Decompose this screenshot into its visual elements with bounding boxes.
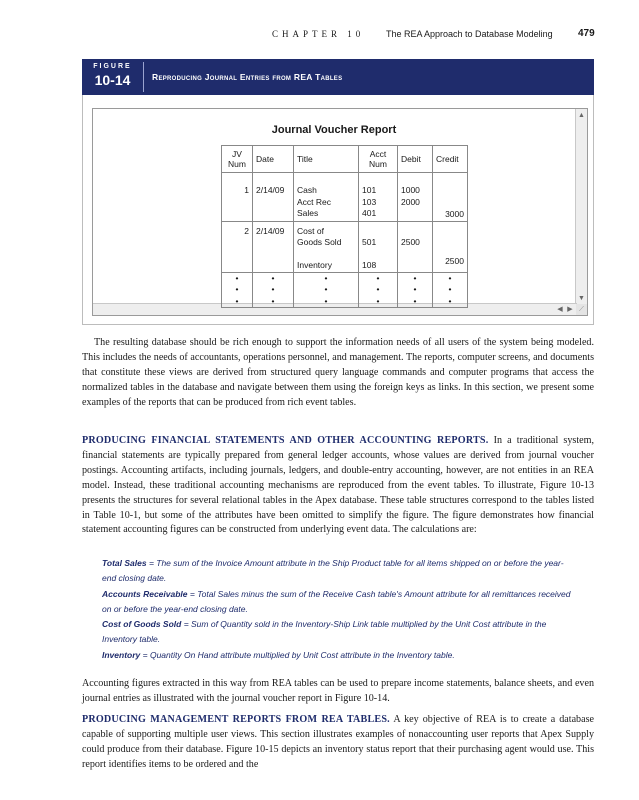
ellipsis-cell: • • • [222,272,253,308]
scroll-right-icon[interactable]: ▶ [567,305,573,313]
jv-date: 2/14/09 [253,173,294,222]
paragraph-figures: Accounting figures extracted in this way from REA tables can be used to prepare income statements, balance sheets, and even journal entries as illustrated with the journal voucher report in Figure 10-14. [82,678,594,704]
col-title: Title [294,146,359,173]
list-item: Accounts Receivable = Total Sales minus the sum of the Receive Cash table's Amount attribute for all remittances received on or before the year-end closing date. [102,588,571,614]
jv-accts: 101 103 401 [359,173,398,222]
table-row [222,272,468,308]
ellipsis-cell: • • • [433,272,468,308]
jv-debits: 2500 [398,221,433,272]
report-title: Journal Voucher Report [271,124,397,136]
figure-label [86,62,139,93]
chapter-title: The REA Approach to Database Modeling [386,29,553,39]
scroll-up-icon[interactable]: ▲ [578,111,585,119]
page-number: 479 [578,28,595,39]
list-item: Inventory = Quantity On Hand attribute multiplied by Unit Cost attribute in the Inventory table. [102,649,455,660]
col-date: Date [253,146,294,173]
resize-grip-icon[interactable]: ⟋ [576,304,587,315]
journal-voucher-table [221,145,468,308]
col-acct-num: Acct Num [359,146,398,173]
jv-accts: 501 108 [359,221,398,272]
paragraph-management: PRODUCING MANAGEMENT REPORTS FROM REA TABLES. A key objective of REA is to create a database capable of supporting multiple user views. This section illustrates examples of nonaccounting user reports that Apex Supply could produce from their database. Figure 10-15 depicts an inventory status report that their purchasing agent would use. This report identifies items to be ordered and the [82,714,594,770]
jv-date: 2/14/09 [253,221,294,272]
jv-debits: 1000 2000 [398,173,433,222]
ellipsis-cell: • • • [253,272,294,308]
jv-titles: Cost of Goods Sold Inventory [294,221,359,272]
jv-titles: Cash Acct Rec Sales [294,173,359,222]
col-credit: Credit [433,146,468,173]
table-row [222,173,468,222]
table-header-row [222,146,468,173]
vertical-scrollbar[interactable] [575,109,587,305]
col-jv-num: JV Num [222,146,253,173]
figure-divider [143,62,144,92]
table-row [222,221,468,272]
running-header [0,28,639,42]
figure-number: 10-14 [94,72,131,88]
jv-num: 2 [222,221,253,272]
ellipsis-cell: • • • [294,272,359,308]
paragraph-intro: The resulting database should be rich enough to support the information needs of all users of the system being modeled. This includes the needs of accountants, operations personnel, and management. The reports, computer screens, and documents that constitute these views are derived from structured query language commands and computer programs that access the normalized tables in the database and navigate between them using the foreign keys as links. In this section, we present some examples of the reports that can be produced from rich event tables. [82,337,594,408]
jv-credits: 3000 [433,173,468,222]
ellipsis-cell: • • • [359,272,398,308]
jv-num: 1 [222,173,253,222]
scroll-left-icon[interactable]: ◀ [557,305,563,313]
paragraph-financial: PRODUCING FINANCIAL STATEMENTS AND OTHER ACCOUNTING REPORTS. In a traditional system, financial statements are typically prepared from general ledger accounts, whose values are derived from journal voucher postings. Accounting artifacts, including journals, ledgers, and double-entry accounting, however, are not entities in an REA model. Instead, these traditional accounting mechanisms are reproduced from the event tables. To illustrate, Figure 10-13 presents the structures for several relational tables in the Apex database. These table structures correspond to the tables listed in Table 10-1, but some of the attributes have been omitted to simplify the figure. The figure demonstrates how financial statement accounting figures can be constructed from underlying event data. The calculations are: [82,435,594,536]
jv-credits: 2500 [433,221,468,272]
ellipsis-cell: • • • [398,272,433,308]
section-heading: PRODUCING MANAGEMENT REPORTS FROM REA TABLES. [82,714,390,725]
calculation-list [102,556,572,663]
list-item: Cost of Goods Sold = Sum of Quantity sold in the Inventory-Ship Link table multiplied by the Unit Cost attribute in the Inventory table. [102,619,547,645]
list-item: Total Sales = The sum of the Invoice Amount attribute in the Ship Product table for all items shipped on or before the year-end closing date. [102,558,564,584]
figure-title: Reproducing Journal Entries from REA Tables [152,72,343,82]
col-debit: Debit [398,146,433,173]
chapter-label: CHAPTER 10 [272,29,365,39]
figure-word: FIGURE [93,63,132,70]
section-heading: PRODUCING FINANCIAL STATEMENTS AND OTHER ACCOUNTING REPORTS. [82,435,489,446]
scroll-down-icon[interactable]: ▼ [578,294,585,302]
